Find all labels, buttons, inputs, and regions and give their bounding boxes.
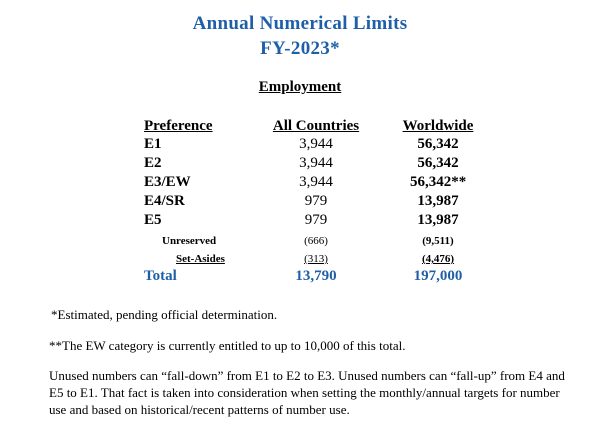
row-worldwide-e1: 56,342	[417, 136, 459, 152]
row-worldwide-e2: 56,342	[417, 155, 459, 171]
row-worldwide-e5: 13,987	[417, 212, 459, 228]
row-label-e4-sr: E4/SR	[144, 193, 185, 209]
row-worldwide-e4-sr: 13,987	[417, 193, 459, 209]
fiscal-year-title: FY-2023*	[260, 38, 340, 59]
page-title: Annual Numerical Limits	[192, 13, 408, 34]
total-label: Total	[144, 268, 177, 284]
row-label-e1: E1	[144, 136, 162, 152]
sub-row-worldwide-set-asides: (4,476)	[421, 253, 455, 265]
sub-row-label-unreserved: Unreserved	[162, 235, 217, 247]
row-all-countries-e2: 3,944	[299, 155, 333, 171]
total-all-countries: 13,790	[295, 268, 337, 284]
row-all-countries-e4-sr: 979	[304, 193, 328, 209]
sub-row-worldwide-unreserved: (9,511)	[422, 235, 454, 247]
note-estimated: *Estimated, pending official determination.	[51, 307, 278, 322]
sub-row-all-countries-unreserved: (666)	[304, 235, 328, 247]
header-preference: Preference	[144, 118, 213, 134]
header-worldwide: Worldwide	[402, 118, 474, 134]
note-fall-down: Unused numbers can “fall-down” from E1 to E2 to E3. Unused numbers can “fall-up” from E4 and E5 to E1. That fact is taken into consideration when setting the monthly/annual targets for number use and based on historical/recent patterns of number use.	[49, 368, 565, 417]
row-label-e5: E5	[144, 212, 162, 228]
header-all-countries: All Countries	[272, 118, 360, 134]
sub-row-all-countries-set-asides: (313)	[304, 253, 328, 265]
total-worldwide: 197,000	[413, 268, 463, 284]
note-ew-category: **The EW category is currently entitled to up to 10,000 of this total.	[49, 338, 406, 353]
row-worldwide-e3-ew: 56,342**	[410, 174, 467, 190]
row-all-countries-e3-ew: 3,944	[299, 174, 333, 190]
section-heading: Employment	[258, 79, 342, 95]
sub-row-label-set-asides: Set-Asides	[176, 253, 225, 265]
row-label-e3-ew: E3/EW	[144, 174, 191, 190]
row-all-countries-e5: 979	[304, 212, 328, 228]
row-all-countries-e1: 3,944	[299, 136, 333, 152]
row-label-e2: E2	[144, 155, 162, 171]
